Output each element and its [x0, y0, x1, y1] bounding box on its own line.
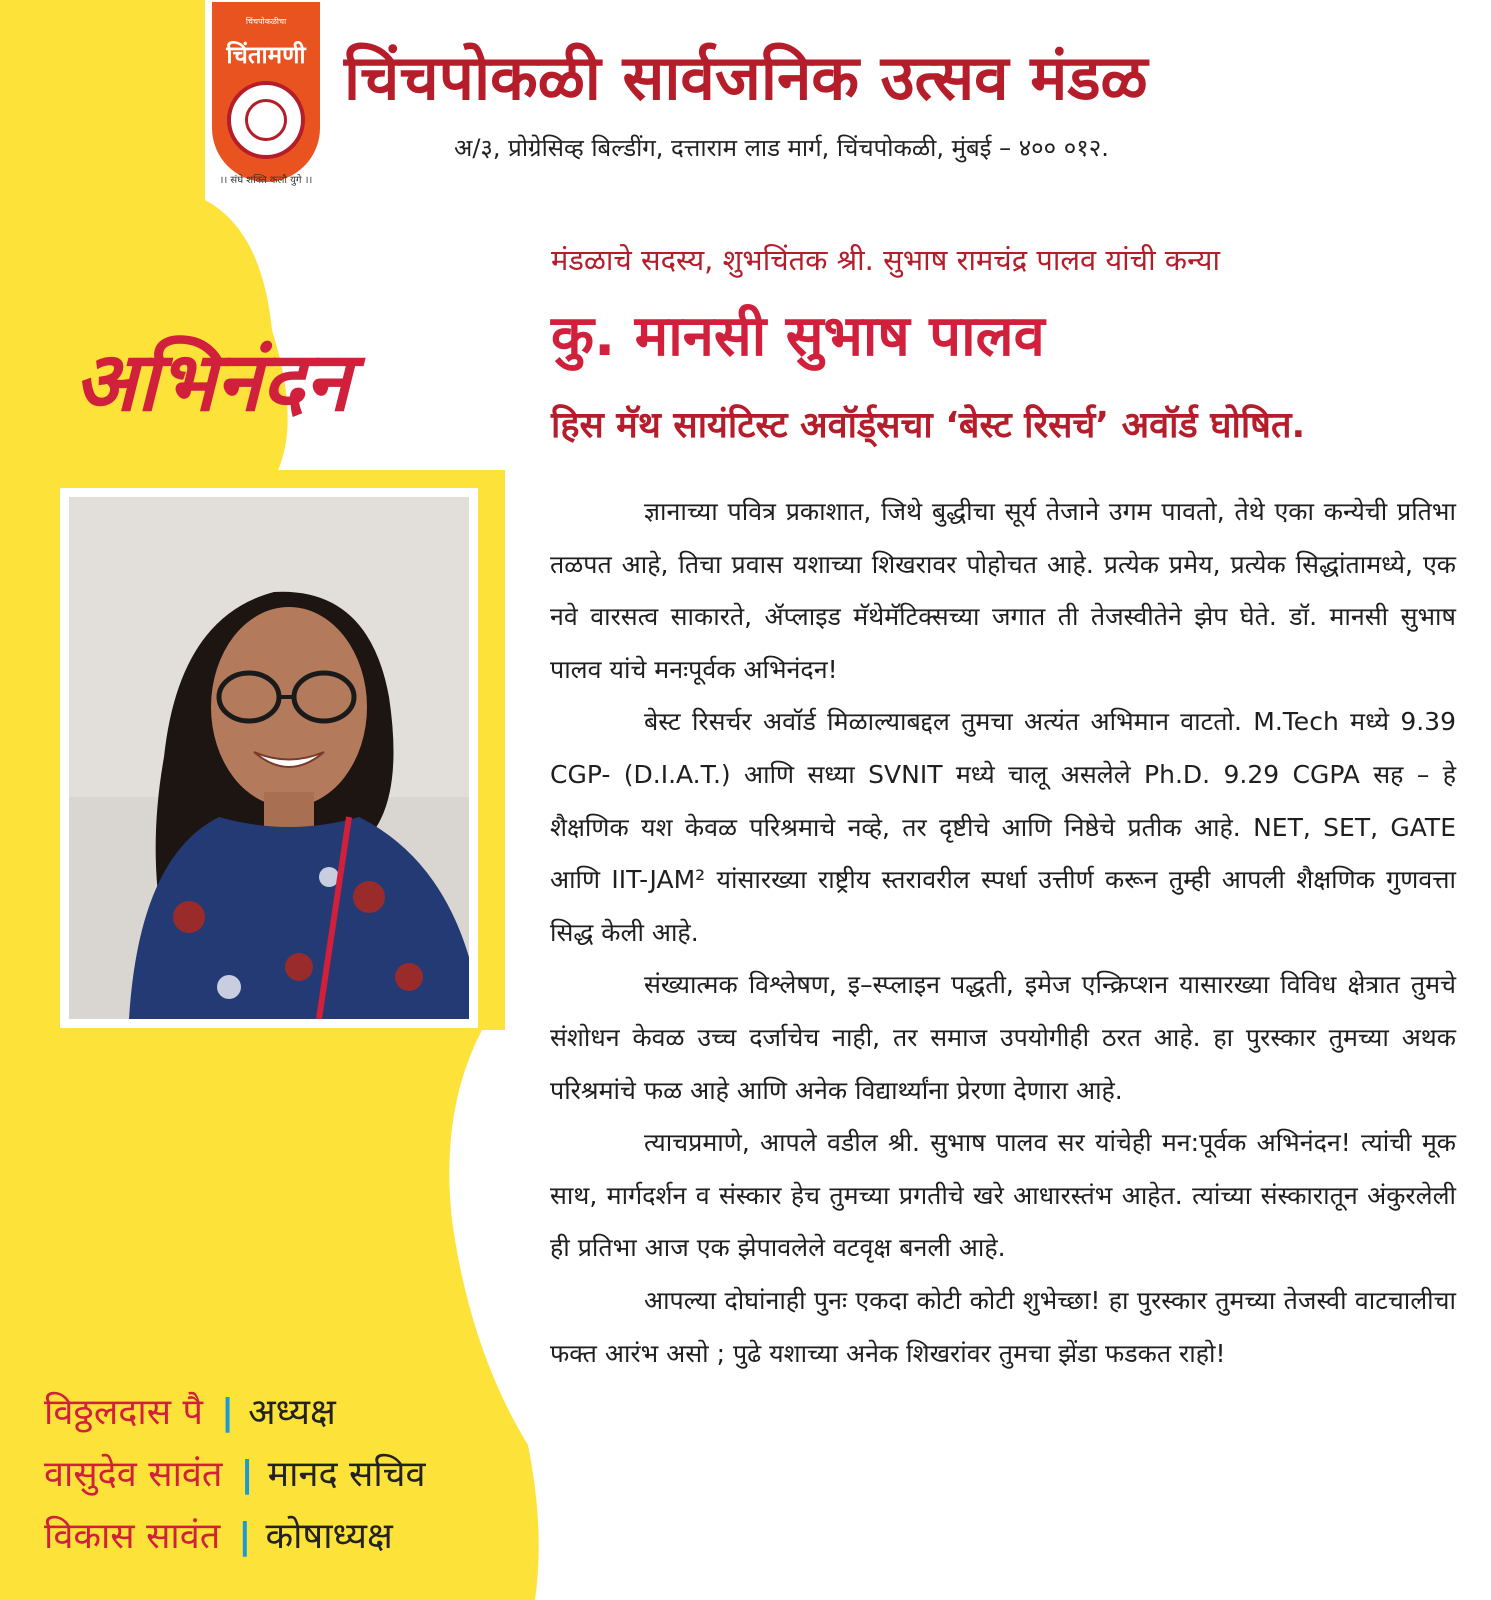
officer-name: विठ्ठलदास पै — [44, 1392, 203, 1433]
officer-name: विकास सावंत — [44, 1516, 221, 1557]
awardee-name: कु. मानसी सुभाष पालव — [551, 304, 1045, 369]
body-paragraph: बेस्ट रिसर्चर अवॉर्ड मिळाल्याबद्दल तुमचा अत्यंत अभिमान वाटतो. M.Tech मध्ये 9.39 CGP- (D.I.A.T.) आणि सध्या SVNIT मध्ये चालू असलेले Ph.D. 9.29 CGPA सह – हे शैक्षणिक यश केवळ परिश्रमाचे नव्हे, तर दृष्टीचे आणि निष्ठेचे प्रतीक आहे. NET, SET, GATE आणि IIT-JAM² यांसारख्या राष्ट्रीय स्तरावरील स्पर्धा उत्तीर्ण करून तुम्ही आपली शैक्षणिक गुणवत्ता सिद्ध केली आहे. — [550, 707, 1456, 947]
officer-role: कोषाध्यक्ष — [265, 1516, 393, 1557]
logo-brand-text: चिंतामणी — [226, 41, 306, 69]
body-paragraph: त्याचप्रमाणे, आपले वडील श्री. सुभाष पालव सर यांचेही मन:पूर्वक अभिनंदन! त्यांची मूक साथ, मार्गदर्शन व संस्कार हेच तुमच्या प्रगतीचे खरे आधारस्तंभ आहेत. त्यांच्या संस्कारातून अंकुरलेली ही प्रतिभा आज एक झेपावलेले वटवृक्ष बनली आहे. — [550, 1128, 1456, 1263]
greeting-heading: अभिनंदन — [74, 335, 351, 430]
body-paragraph: ज्ञानाच्या पवित्र प्रकाशात, जिथे बुद्धीचा सूर्य तेजाने उगम पावतो, तेथे एका कन्येची प्रतिभा तळपत आहे, तिचा प्रवास यशाच्या शिखरावर पोहोचत आहे. प्रत्येक प्रमेय, प्रत्येक सिद्धांतामध्ये, एक नवे वारसत्व साकारते, ॲप्लाइड मॅथेमॅटिक्सच्या जगात ती तेजस्वीतेने झेप घेते. डॉ. मानसी सुभाष पालव यांचे मनःपूर्वक अभिनंदन! — [550, 497, 1456, 684]
org-name: चिंचपोकळी सार्वजनिक उत्सव मंडळ — [344, 41, 1148, 114]
org-logo — [212, 2, 320, 182]
logo-top-text: चिंचपोकळीचा — [245, 17, 287, 26]
officers-list — [44, 1382, 426, 1568]
officer-name: वासुदेव सावंत — [44, 1454, 223, 1495]
officer-row: विकास सावंत | कोषाध्यक्ष — [44, 1506, 426, 1568]
org-address: अ/३, प्रोग्रेसिव्ह बिल्डींग, दत्ताराम लाड मार्ग, चिंचपोकळी, मुंबई – ४०० ०१२. — [454, 134, 1109, 162]
announcement-subtitle: मंडळाचे सदस्य, शुभचिंतक श्री. सुभाष रामचंद्र पालव यांची कन्या — [551, 243, 1220, 277]
body-paragraph: आपल्या दोघांनाही पुनः एकदा कोटी कोटी शुभेच्छा! हा पुरस्कार तुमच्या तेजस्वी वाटचालीचा फक्त आरंभ असो ; पुढे यशाच्या अनेक शिखरांवर तुमचा झेंडा फडकत राहो! — [550, 1285, 1456, 1368]
officer-row: विठ्ठलदास पै | अध्यक्ष — [44, 1382, 426, 1444]
officer-role: मानद सचिव — [267, 1454, 426, 1495]
portrait-photo — [60, 488, 478, 1028]
body-paragraph: संख्यात्मक विश्लेषण, इ–स्प्लाइन पद्धती, इमेज एन्क्रिप्शन यासारख्या विविध क्षेत्रात तुमचे संशोधन केवळ उच्च दर्जाचेच नाही, तर समाज उपयोगीही ठरत आहे. हा पुरस्कार तुमच्या अथक परिश्रमांचे फळ आहे आणि अनेक विद्यार्थ्यांना प्रेरणा देणारा आहे. — [550, 970, 1456, 1105]
ganesha-seal-icon — [227, 81, 305, 159]
portrait-image — [69, 497, 469, 1019]
logo-motto: ।। संघे शक्ति कलौ युगे ।। — [219, 175, 313, 186]
award-title: हिस मॅथ सायंटिस्ट अवॉर्ड्सचा ‘बेस्ट रिसर्च’ अवॉर्ड घोषित. — [551, 405, 1306, 446]
officer-role: अध्यक्ष — [248, 1392, 336, 1433]
officer-row: वासुदेव सावंत | मानद सचिव — [44, 1444, 426, 1506]
body-text — [550, 486, 1456, 1380]
